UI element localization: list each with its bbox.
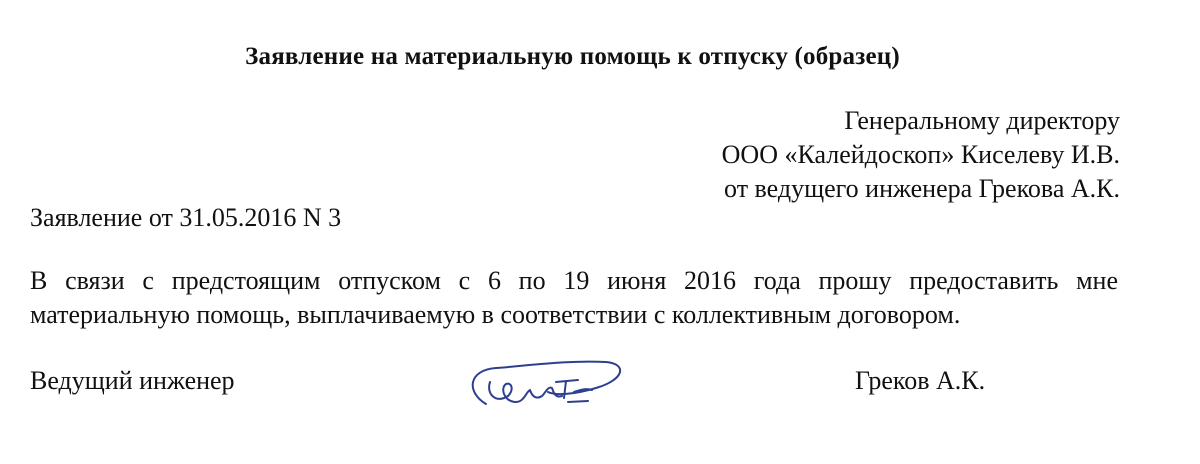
document-title: Заявление на материальную помощь к отпуску (образец): [245, 43, 900, 70]
addressee-line-3: от ведущего инженера Грекова А.К.: [724, 174, 1120, 203]
application-number: Заявление от 31.05.2016 N 3: [30, 203, 342, 232]
handwritten-signature-icon: [456, 352, 632, 416]
signer-name: Греков А.К.: [855, 366, 986, 395]
addressee-line-1: Генеральному директору: [844, 106, 1120, 135]
addressee-line-2: ООО «Калейдоскоп» Киселеву И.В.: [721, 140, 1120, 169]
body-paragraph: [30, 264, 1118, 332]
body-line-1: В связи с предстоящим отпуском с 6 по 19 июня 2016 года прошу предоставить мне: [30, 266, 1118, 295]
body-line-2: материальную помощь, выплачиваемую в соответствии с коллективным договором.: [30, 300, 961, 329]
addressee-block: [722, 104, 1120, 206]
signer-position: Ведущий инженер: [30, 366, 235, 395]
